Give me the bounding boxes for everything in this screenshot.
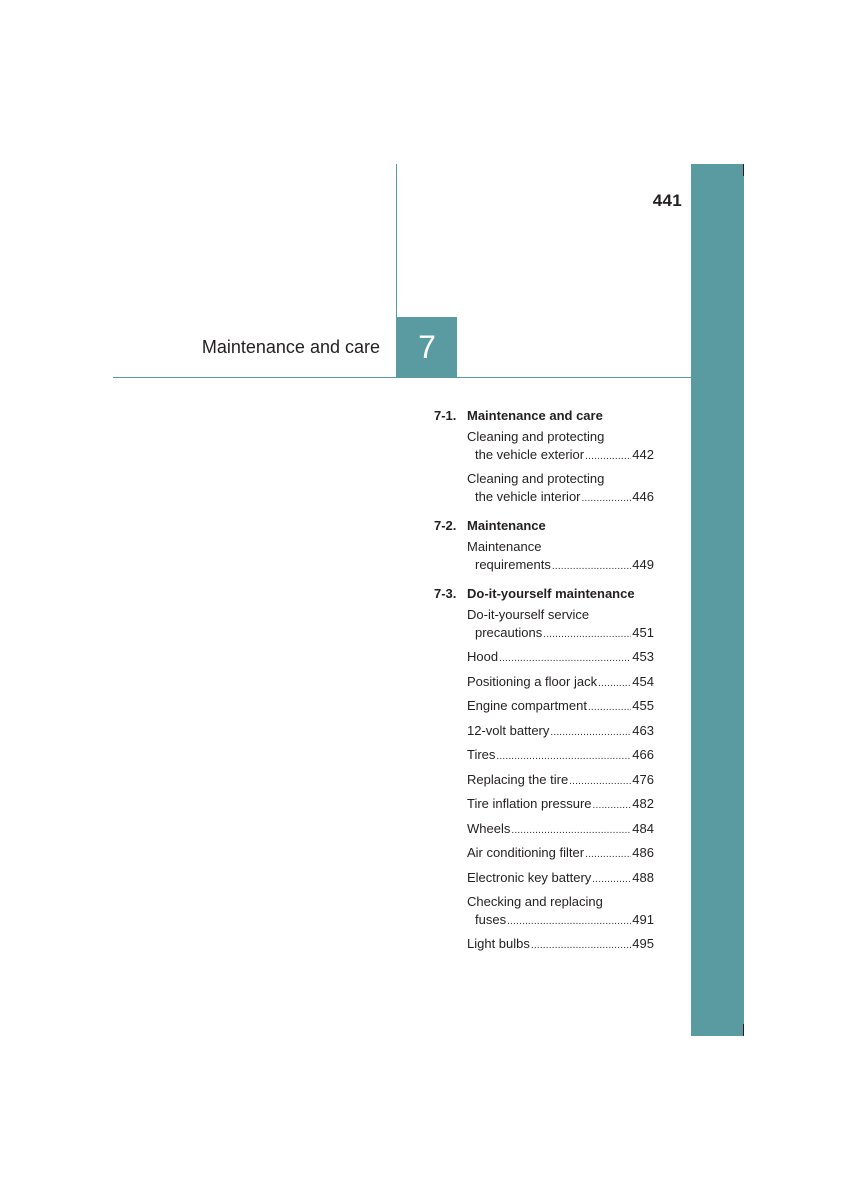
dot-leader [592,869,631,889]
entry-title: Positioning a floor jack [467,673,598,689]
entry-page-number: 442 [632,446,654,462]
toc-entry[interactable] [467,604,654,646]
toc-entry[interactable] [467,867,654,892]
entry-page-number: 476 [632,771,654,787]
dot-leader [499,648,631,668]
dot-leader [598,673,631,693]
entry-title: Air conditioning filter [467,845,585,860]
dot-leader [531,935,631,955]
entry-title: Hood [467,649,499,664]
entry-page-number: 446 [632,488,654,504]
entry-page-number: 455 [632,698,654,713]
entry-title: fuses [475,911,507,927]
entry-page-number: 454 [632,673,654,689]
table-of-contents [434,404,654,962]
toc-section [434,404,654,510]
entry-title-line: Do-it-yourself service [467,607,590,622]
dot-leader [585,844,631,864]
dot-leader [550,722,631,742]
entry-title: 12-volt battery [467,722,550,738]
section-title: Maintenance and care [467,407,603,423]
dot-leader [552,556,631,576]
entry-title: Engine compartment [467,698,587,713]
entry-page-number: 486 [632,845,654,860]
dot-leader [511,820,631,840]
entry-page-number: 482 [632,796,654,811]
chapter-side-tab [691,164,744,1036]
toc-entry[interactable] [467,426,654,468]
toc-entry[interactable] [467,695,654,720]
section-title: Maintenance [467,517,546,533]
toc-entry[interactable] [467,891,654,933]
toc-entry[interactable] [467,842,654,867]
dot-leader [593,795,632,815]
entry-title: the vehicle interior [475,488,581,504]
entry-page-number: 488 [632,869,654,885]
entry-title-line: Maintenance [467,539,542,554]
toc-entry[interactable] [467,933,654,958]
dot-leader [588,697,631,717]
toc-entry[interactable] [467,671,654,696]
entry-page-number: 451 [632,624,654,640]
entry-page-number: 466 [632,747,654,762]
entry-title-line: Cleaning and protecting [467,429,605,444]
section-heading[interactable] [434,514,654,536]
entry-title: precautions [475,624,543,640]
chapter-number: 7 [418,328,436,365]
entry-page-number: 495 [632,936,654,951]
dot-leader [585,446,631,466]
section-title: Do-it-yourself maintenance [467,585,635,601]
toc-section [434,514,654,578]
dot-leader [543,624,631,644]
toc-entry[interactable] [467,468,654,510]
dot-leader [569,771,631,791]
dot-leader [507,911,631,931]
toc-entry[interactable] [467,744,654,769]
section-heading[interactable] [434,404,654,426]
toc-entry[interactable] [467,793,654,818]
entry-title: requirements [475,556,551,572]
entry-title: Light bulbs [467,936,530,951]
chapter-number-box [397,317,457,377]
chapter-title: Maintenance and care [201,337,380,357]
entry-title: Electronic key battery [467,869,592,885]
crop-mark-bottom [743,1024,744,1036]
entry-title: Replacing the tire [467,771,569,787]
dot-leader [496,746,631,766]
entry-page-number: 463 [632,722,654,738]
toc-section [434,582,654,958]
section-number: 7-3. [434,585,457,601]
entry-title-line: Checking and replacing [467,894,603,909]
horizontal-rule [113,377,691,378]
entry-page-number: 484 [632,820,654,836]
entry-page-number: 491 [632,911,654,927]
section-heading[interactable] [434,582,654,604]
page-number: 441 [652,191,682,210]
entry-title: Tire inflation pressure [467,796,592,811]
toc-entry[interactable] [467,536,654,578]
entry-page-number: 453 [632,649,654,664]
toc-entry[interactable] [467,769,654,794]
section-number: 7-1. [434,407,457,423]
toc-entry[interactable] [467,720,654,745]
entry-title: Wheels [467,820,511,836]
entry-title-line: Cleaning and protecting [467,471,605,486]
dot-leader [582,488,632,508]
crop-mark-top [743,164,744,176]
toc-entry[interactable] [467,818,654,843]
entry-title: Tires [467,747,496,762]
section-number: 7-2. [434,517,457,533]
entry-title: the vehicle exterior [475,446,585,462]
toc-entry[interactable] [467,646,654,671]
entry-page-number: 449 [632,556,654,572]
